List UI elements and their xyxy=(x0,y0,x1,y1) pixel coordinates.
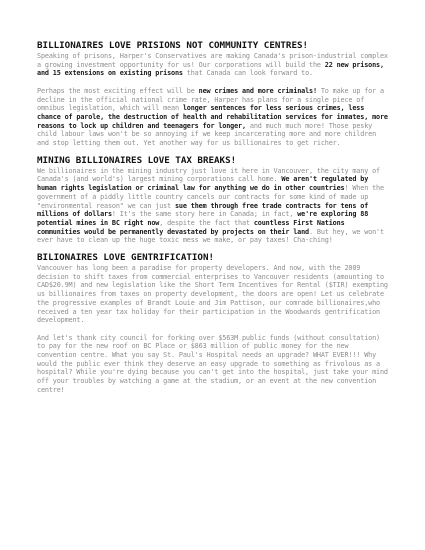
text-run: We billionaires in the mining industry just love it here in Vancouver, the city many of Canada's (and world's) largest mining corporations call home. xyxy=(37,166,380,184)
paragraph xyxy=(37,167,391,245)
text-run: , despite the fact that xyxy=(159,218,254,227)
section-heading: MINING BILLIONAIRES LOVE TAX BREAKS! xyxy=(37,154,237,166)
text-run: . But hey, we won't ever have to clean up the huge toxic mess we make, or pay taxes! Cha-ching! xyxy=(37,227,384,245)
section-prisons xyxy=(37,40,391,148)
paragraph xyxy=(37,334,391,395)
bold-text-run: we're exploring 88 potential mines in BC right now xyxy=(37,210,369,227)
text-run: And let's thank city council for forking over $563M public funds (without consultation) to pay for the new roof on BC Place or $863 million of public money for the new convention centre. What you say St. Paul's Hospital needs an upgrade? WHAT EVER!!! Why would the public ever think they deserve an easy upgrade to something as frivolous as a hospital? While you're dying because you can't get into the hospital, just take your mind off your troubles by watching a game at the stadium, or an event at the new convention centre! xyxy=(37,333,388,394)
bold-text-run: countless First Nations communities would be permanently devastated by projects on their land xyxy=(37,218,345,236)
text-run: Speaking of prisons, Harper's Conservatives are making Canada's prison-industrial complex a growing investment opportunity for us! Our corporations will build the xyxy=(37,52,388,69)
section-mining xyxy=(37,155,391,245)
bold-text-run: 22 new prisons, and 15 extensions on existing prisons xyxy=(37,60,384,78)
bold-text-run: sue them through free trade contracts for tens of millions of dollars xyxy=(37,201,369,219)
paragraph xyxy=(37,52,391,78)
bold-text-run: new crimes and more criminals! xyxy=(198,86,317,95)
text-run: that Canada can look forward to. xyxy=(182,69,313,78)
bold-text-run: We aren't regulated by human rights legislation or criminal law for anything we do in other countries xyxy=(37,175,369,193)
text-run: ! When the government of a piddly little country cancels our contracts for some kind of made up "environmental reason" we can just xyxy=(37,184,384,210)
text-run: To make up for a decline in the official national crime rate, Harper has plans for a single piece of omnibus legislation, which will mean xyxy=(37,86,384,113)
section-heading: BILIONAIRES LOVE GENTRIFICATION! xyxy=(37,252,215,264)
text-run: ! It's the same story here in Canada; in fact, xyxy=(111,210,298,219)
text-run: Vancouver has long been a paradise for property developers. And now, with the 2009 decision to shift taxes from commercial enterprises to Vancouver residents (amounting to CAD$20.9M) and new legislation like the Short Term Incentives for Rental ($TIR) exempting us billionaires from taxes on property development, the doors are open! Let us celebrate the progressive examples of Brandt Louie and Jim Pattison, our comrade billionaires,who received a ten year tax holiday for their participation in the Woodwards gentrification development. xyxy=(37,264,388,325)
text-run: Perhaps the most exciting effect will be xyxy=(37,86,199,95)
section-heading: BILLIONAIRES LOVE PRISIONS NOT COMMUNITY CENTRES! xyxy=(37,40,309,51)
bold-text-run: longer sentences for less serious crimes, less chance of parole, the destruction of health and rehabilitation services for inmates, more reasons to lock up children and teenagers for longer, xyxy=(37,104,388,130)
paragraph xyxy=(37,264,391,325)
section-gentrification xyxy=(37,252,391,395)
document-page xyxy=(37,40,391,402)
text-run: and much much more! Those pesky child labour laws won't be so annoying if we keep incarcerating more and more children and stop letting them out. Yet another way for us billionaires to get richer. xyxy=(37,121,377,148)
paragraph xyxy=(37,87,391,148)
